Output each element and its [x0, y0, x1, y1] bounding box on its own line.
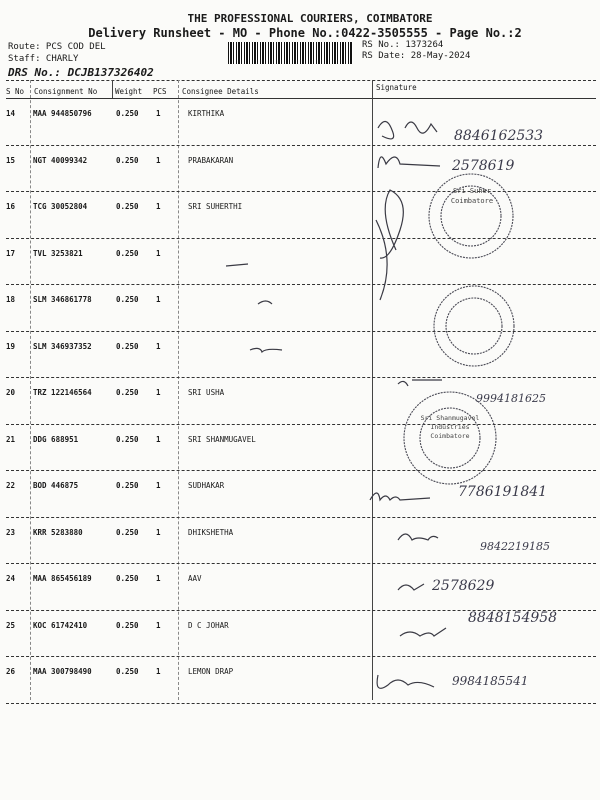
row-consignment: MAA 865456189	[33, 574, 92, 583]
handwritten-number: 9842219185	[480, 540, 550, 553]
staff-label: Staff: CHARLY	[8, 54, 79, 64]
row-pcs: 1	[156, 574, 161, 583]
row-sno: 21	[6, 434, 16, 444]
row-pcs: 1	[156, 109, 161, 118]
row-sno: 22	[6, 481, 16, 490]
row-consignee: LEMON DRAP	[188, 667, 234, 676]
row-sno: 23	[6, 527, 16, 537]
row-pcs: 1	[156, 295, 161, 304]
handwritten-number: 8846162533	[454, 128, 544, 144]
row-consignment: SLM 346861778	[33, 295, 92, 304]
row-pcs: 1	[156, 620, 161, 630]
row-consignment: TCG 30052804	[33, 202, 88, 211]
row-consignee: PRABAKARAN	[188, 155, 234, 165]
row-pcs: 1	[156, 155, 161, 165]
row-weight: 0.250	[116, 481, 139, 490]
row-sno: 24	[6, 574, 16, 583]
col-header-pcs: PCS	[153, 87, 167, 96]
stamp-text: Sri Suher Coimbatore	[450, 187, 494, 205]
row-pcs: 1	[156, 388, 161, 397]
row-weight: 0.250	[116, 341, 139, 351]
row-consignee: D C JOHAR	[188, 620, 229, 630]
row-consignment: KOC 61742410	[33, 620, 88, 630]
row-pcs: 1	[156, 434, 161, 444]
row-pcs: 1	[156, 667, 161, 676]
row-sno: 14	[6, 109, 16, 118]
row-weight: 0.250	[116, 155, 139, 165]
rs-number: RS No.: 1373264	[362, 40, 444, 50]
handwritten-number: 7786191841	[458, 484, 548, 500]
row-weight: 0.250	[116, 620, 139, 630]
row-weight: 0.250	[116, 388, 139, 397]
row-sno: 18	[6, 295, 16, 304]
row-consignee: SRI SHANMUGAVEL	[188, 434, 256, 444]
row-consignment: NGT 40099342	[33, 155, 88, 165]
drs-number: DRS No.: DCJB137326402	[8, 66, 154, 79]
row-sno: 15	[6, 155, 16, 165]
row-sno: 16	[6, 202, 16, 211]
row-weight: 0.250	[116, 295, 139, 304]
row-weight: 0.250	[116, 527, 139, 537]
handwritten-number: 2578619	[452, 158, 515, 174]
row-sno: 20	[6, 388, 16, 397]
row-consignment: KRR 5283880	[33, 527, 83, 537]
row-consignment: MAA 944850796	[33, 109, 92, 118]
company-title: THE PROFESSIONAL COURIERS, COIMBATORE	[187, 12, 433, 25]
row-sno: 19	[6, 341, 16, 351]
col-header-consignment: Consignment No	[34, 87, 98, 96]
row-pcs: 1	[156, 248, 161, 258]
row-consignee: AAV	[188, 574, 202, 583]
row-consignment: MAA 300798490	[33, 667, 92, 676]
row-pcs: 1	[156, 202, 161, 211]
col-header-consignee: Consignee Details	[182, 87, 259, 96]
row-consignment: TVL 3253821	[33, 248, 83, 258]
row-consignment: SLM 346937352	[33, 341, 92, 351]
row-weight: 0.250	[116, 109, 139, 118]
row-consignee: DHIKSHETHA	[188, 527, 234, 537]
handwritten-number: 2578629	[432, 578, 495, 594]
row-sno: 25	[6, 620, 16, 630]
row-consignee: SUDHAKAR	[188, 481, 225, 490]
row-weight: 0.250	[116, 248, 139, 258]
handwritten-number: 8848154958	[468, 610, 558, 626]
route-label: Route: PCS COD DEL	[8, 42, 106, 52]
handwritten-number: 9984185541	[452, 674, 529, 688]
row-consignment: BOD 446875	[33, 481, 79, 490]
row-consignee: KIRTHIKA	[188, 109, 225, 118]
col-header-weight: Weight	[115, 87, 143, 96]
row-consignee: SRI SUHERTHI	[188, 202, 243, 211]
row-sno: 17	[6, 248, 16, 258]
col-header-signature: Signature	[376, 83, 417, 92]
row-consignment: TRZ 122146564	[33, 388, 92, 397]
row-pcs: 1	[156, 527, 161, 537]
row-weight: 0.250	[116, 434, 139, 444]
row-weight: 0.250	[116, 667, 139, 676]
col-header-sno: S No	[6, 87, 25, 96]
runsheet-title: Delivery Runsheet - MO - Phone No.:0422-3505555 - Page No.:2	[88, 26, 522, 40]
row-consignee: SRI USHA	[188, 388, 225, 397]
row-weight: 0.250	[116, 202, 139, 211]
stamp-text: Sri Shanmugavel Industries Coimbatore	[420, 414, 480, 440]
row-pcs: 1	[156, 341, 161, 351]
row-pcs: 1	[156, 481, 161, 490]
row-consignment: DDG 688951	[33, 434, 79, 444]
row-sno: 26	[6, 667, 16, 676]
handwritten-number: 9994181625	[476, 392, 546, 405]
rs-date: RS Date: 28-May-2024	[362, 51, 471, 61]
row-weight: 0.250	[116, 574, 139, 583]
